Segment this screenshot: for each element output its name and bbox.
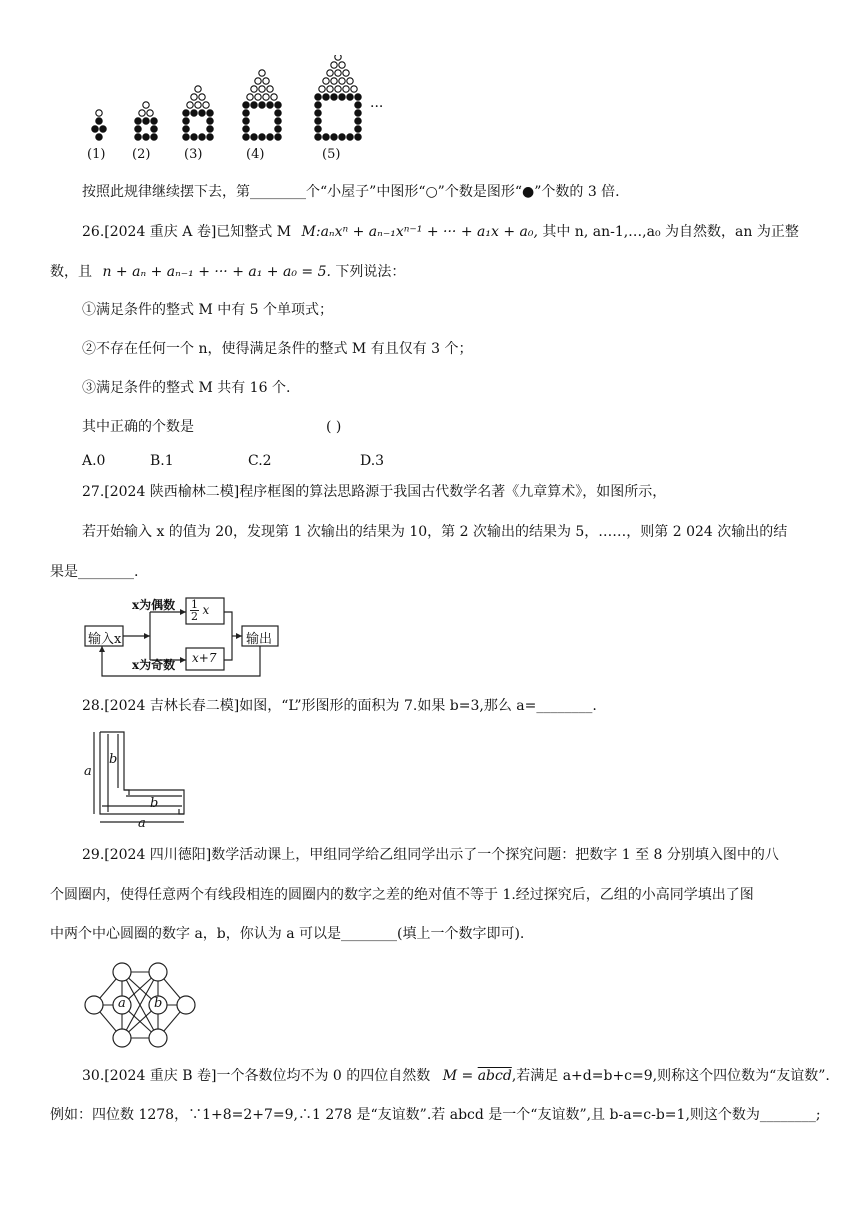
open-circle [343,70,349,76]
filled-dot [275,110,281,116]
open-circle [199,94,205,100]
q26-option-b: B.1 [150,453,174,469]
dot-pattern-figure [80,55,400,170]
open-circle [187,102,193,108]
dot-pattern-svg [80,55,400,170]
l-shape-label-a-vertical: a [84,764,92,779]
open-circle [351,86,357,92]
filled-dot [275,118,281,124]
open-circle [255,94,261,100]
center-circle-label-b: b [154,996,163,1011]
filled-dot [207,118,213,124]
open-circle [271,94,277,100]
filled-dot [315,118,321,124]
open-circle [259,70,265,76]
filled-dot [315,102,321,108]
open-circle [251,86,257,92]
open-circle [203,102,209,108]
q29-line1: 29.[2024 四川德阳]数学活动课上，甲组同学给乙组同学出示了一个探究问题：把数字 1 至 8 分别填入图中的八 [82,847,779,863]
q26-line1-start: 26.[2024 重庆 A 卷]已知整式 M [82,224,292,240]
q26-option-a: A.0 [82,453,106,469]
circle-graph-figure [82,960,232,1050]
open-circle [335,70,341,76]
open-circle [191,94,197,100]
flow-input-box: 输入x [88,632,122,647]
q30-line2: 例如：四位数 1278，∵1+8=2+7=9,∴1 278 是“友谊数”.若 abcd 是一个“友谊数”,且 b-a=c-b=1,则这个数为________; [50,1107,821,1123]
flowchart [80,594,290,680]
q30-overline-abcd: abcd [477,1068,512,1084]
flow-half-variable: x [202,603,210,617]
open-circle [331,62,337,68]
l-shape-label-a-horizontal: a [138,816,146,831]
filled-dot [267,134,273,140]
q26-line2-start: 数，且 [50,264,92,280]
open-circle [323,78,329,84]
filled-dot [135,126,141,132]
filled-dot [207,126,213,132]
q26-answer-paren: ( ) [326,419,342,435]
filled-dot [199,110,205,116]
filled-dot [243,126,249,132]
filled-dot [143,118,149,124]
filled-dot [100,126,106,132]
filled-dot [323,94,329,100]
open-circle [195,86,201,92]
q29-line2: 个圆圈内，使得任意两个有线段相连的圆圈内的数字之差的绝对值不等于 1.经过探究后，乙组的小高同学填出了图 [50,887,754,903]
q29-line3: 中两个中心圆圈的数字 a，b，你认为 a 可以是________(填上一个数字即可). [50,926,525,942]
q26-statement-3: ③满足条件的整式 M 共有 16 个. [82,380,291,396]
filled-dot [135,118,141,124]
q26-line2-end: 下列说法： [335,264,406,280]
figure-label-4: (4) [246,147,265,162]
q26-line2 [50,262,405,282]
q26-option-c: C.2 [248,453,272,469]
open-circle [96,110,102,116]
q26-statement-1: ①满足条件的整式 M 中有 5 个单项式； [82,302,334,318]
filled-dot [183,126,189,132]
open-circle [331,78,337,84]
filled-dot [207,110,213,116]
figure-label-1: (1) [87,147,106,162]
flow-output-box: 输出 [246,632,273,647]
filled-dot [355,134,361,140]
filled-dot [243,134,249,140]
filled-dot [315,94,321,100]
flow-half-denominator: 2 [191,610,198,623]
q30-m-equals: M = [442,1068,478,1084]
filled-dot [151,118,157,124]
filled-dot [259,102,265,108]
filled-dot [143,134,149,140]
figure-label-2: (2) [132,147,151,162]
filled-dot [207,134,213,140]
q25-tail-text: 按照此规律继续摆下去，第________个“小屋子”中图形“○”个数是图形“●”个数的 3 倍. [82,184,620,200]
filled-dot [339,94,345,100]
open-circle [263,78,269,84]
q30-line1-end: ,若满足 a+d=b+c=9,则称这个四位数为“友谊数”. [511,1068,830,1084]
open-circle [339,78,345,84]
open-circle [327,70,333,76]
q28-line1: 28.[2024 吉林长春二模]如图，“L”形图形的面积为 7.如果 b=3,那么 a=________. [82,698,597,714]
filled-dot [199,134,205,140]
filled-dot [151,134,157,140]
filled-dot [347,134,353,140]
open-circle [335,86,341,92]
filled-dot [339,134,345,140]
q26-question: 其中正确的个数是 [82,419,194,435]
filled-dot [323,134,329,140]
q26-statement-2: ②不存在任何一个 n，使得满足条件的整式 M 有且仅有 3 个； [82,341,473,357]
q30-line1 [82,1066,830,1086]
filled-dot [355,94,361,100]
filled-dot [96,118,102,124]
open-circle [343,86,349,92]
filled-dot [275,126,281,132]
figure-label-3: (3) [184,147,203,162]
filled-dot [347,94,353,100]
center-circle-label-a: a [118,996,126,1011]
open-circle [327,86,333,92]
open-circle [347,78,353,84]
filled-dot [243,102,249,108]
filled-dot [315,126,321,132]
filled-dot [183,110,189,116]
filled-dot [183,134,189,140]
open-circle [195,102,201,108]
flow-half-numerator: 1 [191,598,198,611]
ellipsis: ··· [370,99,384,115]
filled-dot [315,134,321,140]
q27-line1: 27.[2024 陕西榆林二模]程序框图的算法思路源于我国古代数学名著《九章算术》，如图所示， [82,484,667,500]
open-circle [255,78,261,84]
q27-line2: 若开始输入 x 的值为 20，发现第 1 次输出的结果为 10，第 2 次输出的结果为 5，……，则第 2 024 次输出的结 [82,524,788,540]
flow-half-box [190,599,209,622]
filled-dot [96,134,102,140]
l-shape-label-b-vertical: b [109,752,118,767]
q26-line1-end: 其中 n, an-1,…,a₀ 为自然数，an 为正整 [542,224,799,240]
filled-dot [355,118,361,124]
filled-dot [275,134,281,140]
open-circle [263,94,269,100]
q26-condition: n + aₙ + aₙ₋₁ + ··· + a₁ + a₀ = 5. [102,264,331,280]
filled-dot [191,110,197,116]
open-circle [339,62,345,68]
q30-line1-start: 30.[2024 重庆 B 卷]一个各数位均不为 0 的四位自然数 [82,1068,431,1084]
filled-dot [243,110,249,116]
open-circle [139,110,145,116]
q27-line3: 果是________. [50,564,139,580]
flow-odd-label: x为奇数 [132,658,176,672]
filled-dot [315,110,321,116]
filled-dot [243,118,249,124]
filled-dot [267,102,273,108]
open-circle [259,86,265,92]
open-circle [247,94,253,100]
filled-dot [251,134,257,140]
filled-dot [151,126,157,132]
open-circle [267,86,273,92]
filled-dot [331,134,337,140]
flow-even-label: x为偶数 [132,598,176,612]
filled-dot [135,134,141,140]
filled-dot [355,126,361,132]
l-shape-figure [80,728,196,830]
filled-dot [331,94,337,100]
filled-dot [355,110,361,116]
filled-dot [251,102,257,108]
l-shape-label-b-horizontal: b [150,796,159,811]
figure-label-5: (5) [322,147,341,162]
filled-dot [275,102,281,108]
filled-dot [355,102,361,108]
open-circle [319,86,325,92]
open-circle [335,55,341,60]
q26-line1 [82,222,799,242]
filled-dot [259,134,265,140]
q26-polynomial: M:aₙxⁿ + aₙ₋₁xⁿ⁻¹ + ··· + a₁x + a₀, [301,224,538,240]
filled-dot [92,126,98,132]
q26-option-d: D.3 [360,453,385,469]
open-circle [147,110,153,116]
open-circle [143,102,149,108]
flow-plus7-box: x+7 [192,651,217,665]
filled-dot [191,134,197,140]
filled-dot [183,118,189,124]
